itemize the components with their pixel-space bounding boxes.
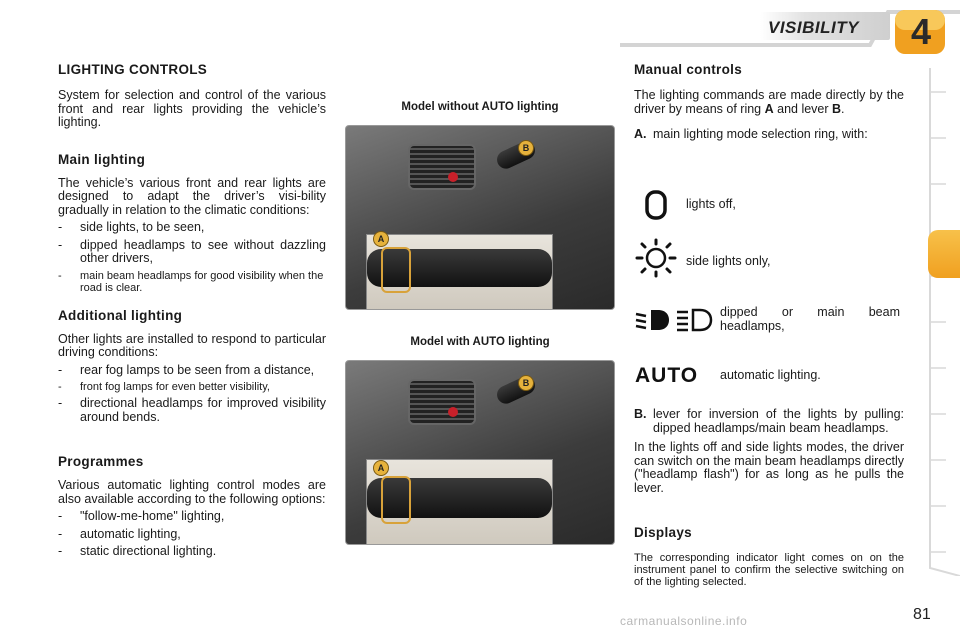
list-item: - rear fog lamps to be seen from a distance, bbox=[58, 362, 315, 377]
hazard-button-icon bbox=[448, 407, 458, 417]
additional-lighting-heading: Additional lighting bbox=[58, 307, 183, 323]
list-item: - static directional lighting. bbox=[58, 544, 217, 558]
page-title: VISIBILITY bbox=[768, 18, 859, 37]
list-item: - directional headlamps for improved visibility around bends. bbox=[58, 396, 326, 424]
manual-controls-heading: Manual controls bbox=[634, 62, 743, 77]
label-a-marker: A bbox=[373, 231, 389, 247]
intro-text: System for selection and control of the various front and rear lights providing the vehicle’s lighting. bbox=[58, 88, 326, 129]
list-item: - side lights, to be seen, bbox=[58, 220, 205, 234]
chapter-tab-strip bbox=[926, 68, 960, 576]
manual-intro: The lighting commands are made directly by the driver by means of ring A and lever B. bbox=[634, 88, 904, 116]
main-beam-icon bbox=[675, 307, 713, 333]
main-lighting-text: The vehicle’s various front and rear lights are designed to adapt the driver’s visi-bility gradually in relation to the climatic conditions: bbox=[58, 175, 326, 217]
stalk-inset bbox=[366, 234, 553, 310]
label-b-marker: B bbox=[518, 140, 534, 156]
programmes-text: Various automatic lighting control modes are also available according to the following options: bbox=[58, 478, 326, 506]
left-column bbox=[58, 62, 326, 559]
displays-heading: Displays bbox=[634, 525, 692, 540]
air-vent bbox=[408, 379, 476, 425]
item-b: B. lever for inversion of the lights by pulling: dipped headlamps/main beam headlamps. bbox=[634, 407, 904, 435]
chapter-number: 4 bbox=[910, 11, 932, 52]
list-item: - automatic lighting, bbox=[58, 526, 181, 541]
right-column bbox=[634, 62, 904, 142]
label-b-marker: B bbox=[518, 375, 534, 391]
mode-dipped-main: dipped or main beam headlamps, bbox=[720, 305, 900, 333]
main-lighting-heading: Main lighting bbox=[58, 151, 146, 167]
item-a: A. main lighting mode selection ring, with: bbox=[634, 127, 868, 141]
side-lights-icon bbox=[634, 238, 678, 278]
hazard-button-icon bbox=[448, 172, 458, 182]
lights-off-icon bbox=[642, 190, 672, 222]
illustration-with-auto bbox=[345, 360, 615, 545]
caption-with-auto: Model with AUTO lighting bbox=[410, 336, 550, 348]
mode-lights-off: lights off, bbox=[686, 197, 736, 211]
watermark: carmanualsonline.info bbox=[620, 614, 748, 628]
dipped-beam-icon bbox=[634, 307, 672, 333]
list-item: - main beam headlamps for good visibility when the road is clear. bbox=[58, 269, 324, 294]
programmes-heading: Programmes bbox=[58, 454, 144, 469]
list-item: - "follow-me-home" lighting, bbox=[58, 509, 225, 523]
page-number: 81 bbox=[913, 606, 931, 623]
right-column-lower bbox=[634, 408, 904, 588]
mode-auto: automatic lighting. bbox=[720, 368, 821, 382]
stalk-inset bbox=[366, 459, 553, 545]
ring-a-outline bbox=[381, 476, 411, 524]
additional-lighting-text: Other lights are installed to respond to particular driving conditions: bbox=[58, 331, 326, 359]
mode-side-lights: side lights only, bbox=[686, 254, 771, 268]
displays-text: The corresponding indicator light comes on on the instrument panel to confirm the selective switching on of the lighting selected. bbox=[634, 552, 904, 588]
list-item: - front fog lamps for even better visibility, bbox=[58, 381, 270, 393]
section-heading: LIGHTING CONTROLS bbox=[58, 62, 208, 77]
air-vent bbox=[408, 144, 476, 190]
illustration-without-auto bbox=[345, 125, 615, 310]
chapter-tab-active[interactable] bbox=[928, 230, 960, 278]
list-item: - dipped headlamps to see without dazzling other drivers, bbox=[58, 237, 326, 265]
caption-without-auto: Model without AUTO lighting bbox=[401, 101, 559, 113]
headlamp-flash-text: In the lights off and side lights modes, the driver can switch on the main beam headlamps directly ("headlamp flash") for as long as he pulls the lever. bbox=[634, 440, 904, 495]
auto-lighting-icon: AUTO bbox=[635, 364, 699, 387]
label-a-marker: A bbox=[373, 460, 389, 476]
ring-a-outline bbox=[381, 247, 411, 293]
